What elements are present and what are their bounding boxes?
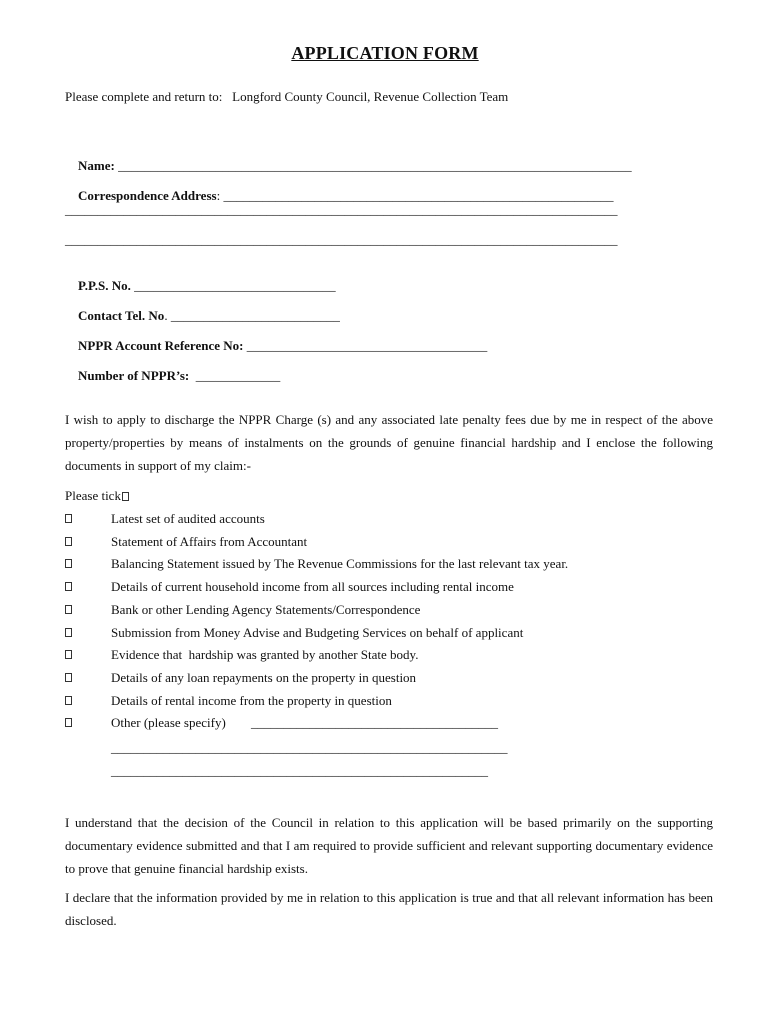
nppr-count-row [65,352,280,400]
hardship-statement: I wish to apply to discharge the NPPR Charge (s) and any associated late penalty fees due by me in respect of the above property/properties by means of instalments on the grounds of genuine financial hardship and I enclose the following documents in support of my claim:- [65,412,713,473]
other-specify-line-3[interactable]: __________________________________________________________ [111,763,488,778]
other-specify-line-2[interactable]: _____________________________________________________________ [111,740,508,755]
tel-label: Contact Tel. No [78,308,165,323]
tel-dot: . [164,308,168,323]
nppr-count-label: Number of NPPR’s: [78,368,190,383]
checklist-item [65,511,725,529]
understanding-statement: I understand that the decision of the Council in relation to this application will be based primarily on the supporting documentary evidence submitted and that I am required to provide sufficient and relevant supporting documentary evidence to prove that genuine financial hardship exists. [65,815,713,876]
checklist-item [65,670,725,688]
checkbox-icon[interactable] [65,696,72,705]
checkbox-icon [122,492,129,501]
checkbox-icon[interactable] [65,559,72,568]
checklist-item [65,693,725,711]
checklist-item-label: Other (please specify) [111,715,226,730]
checklist-item-label: Details of current household income from all sources including rental income [111,579,514,594]
checkbox-icon[interactable] [65,650,72,659]
pps-field[interactable]: _______________________________ [134,278,336,293]
return-instruction: Please complete and return to: Longford County Council, Revenue Collection Team [65,89,509,104]
nppr-ref-field[interactable]: _____________________________________ [246,338,488,353]
tel-field[interactable]: __________________________ [170,308,340,323]
checklist-item [65,715,725,733]
other-specify-field[interactable]: ______________________________________ [251,715,498,730]
checklist-item [65,579,725,597]
please-tick-label: Please tick [65,488,121,503]
checkbox-icon[interactable] [65,628,72,637]
checkbox-icon[interactable] [65,605,72,614]
nppr-ref-label: NPPR Account Reference No: [78,338,244,353]
checklist-item-label: Statement of Affairs from Accountant [111,534,308,549]
checkbox-icon[interactable] [65,582,72,591]
checklist-item-label: Balancing Statement issued by The Revenue Commissions for the last relevant tax year. [111,556,569,571]
checklist-item [65,556,725,574]
checklist-item [65,647,725,665]
checklist-item [65,625,725,643]
checkbox-icon[interactable] [65,673,72,682]
address-field-line-3[interactable]: _____________________________________________________________________________________ [65,232,618,247]
address-label: Correspondence Address [78,188,217,203]
checkbox-icon[interactable] [65,537,72,546]
name-field[interactable]: _______________________________________________________________________________ [118,158,632,173]
address-field-line-2[interactable]: _____________________________________________________________________________________ [65,202,618,217]
checklist-item-label: Submission from Money Advise and Budgeting Services on behalf of applicant [111,625,524,640]
checklist-item [65,534,725,552]
page-title: APPLICATION FORM [291,43,479,63]
pps-label: P.P.S. No. [78,278,131,293]
checklist-item-label: Evidence that hardship was granted by another State body. [111,647,419,662]
checklist-item-label: Details of any loan repayments on the property in question [111,670,417,685]
checklist-item-label: Latest set of audited accounts [111,511,265,526]
name-label: Name: [78,158,115,173]
checklist-item-label: Details of rental income from the property in question [111,693,392,708]
nppr-count-field[interactable]: _____________ [195,368,281,383]
checklist-item-label: Bank or other Lending Agency Statements/Correspondence [111,602,421,617]
checklist-item [65,602,725,620]
address-field[interactable]: ____________________________________________________________ [223,188,614,203]
checkbox-icon[interactable] [65,514,72,523]
declaration-statement: I declare that the information provided by me in relation to this application is true and that all relevant information has been disclosed. [65,890,713,928]
checkbox-icon[interactable] [65,718,72,727]
address-colon: : [216,188,221,203]
please-tick-heading [65,488,128,504]
